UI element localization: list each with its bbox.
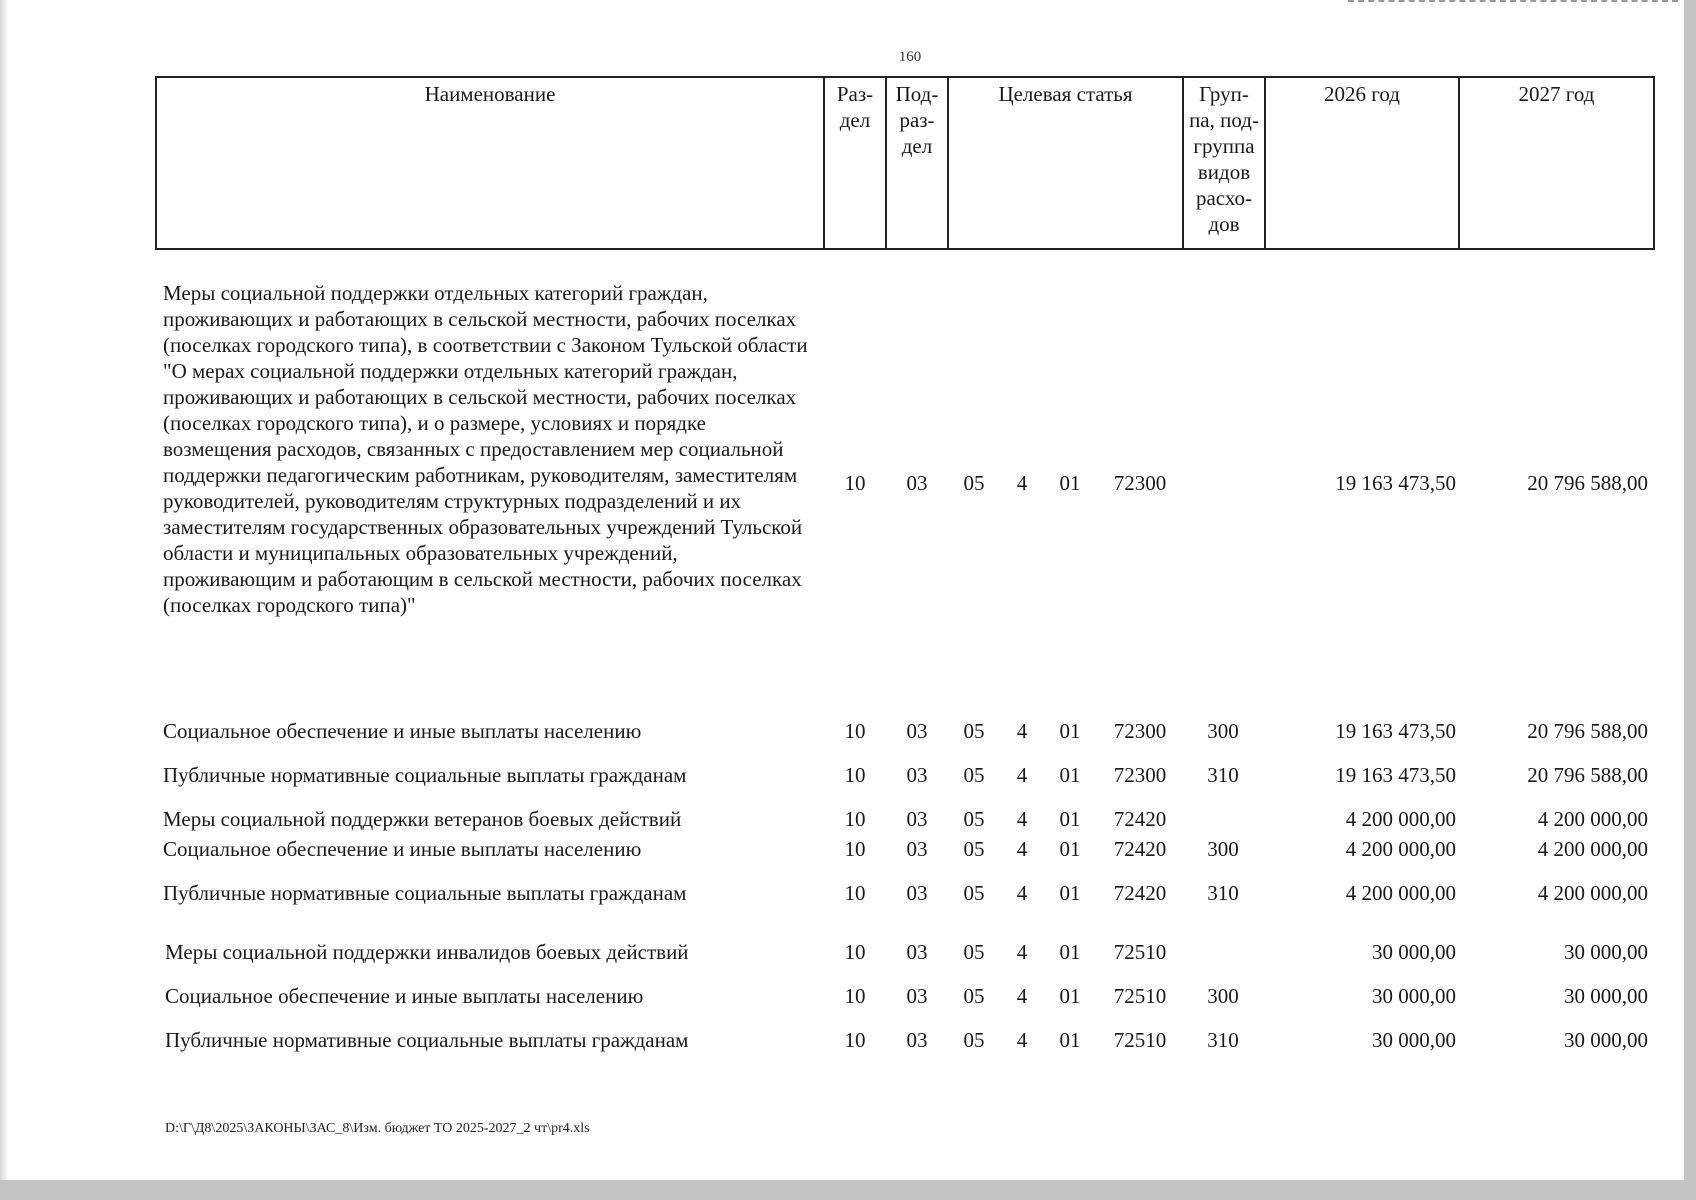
row-target-1: 05 (963, 940, 985, 964)
row-group: 300 (1207, 719, 1239, 743)
row-razdel: 10 (844, 881, 866, 905)
row-podrazdel: 03 (906, 940, 928, 964)
row-group: 300 (1207, 984, 1239, 1008)
row-target-2: 4 (1016, 763, 1028, 787)
row-target-4: 72510 (1113, 984, 1167, 1008)
row-podrazdel: 03 (906, 1028, 928, 1052)
row-2027: 4 200 000,00 (1537, 837, 1648, 861)
row-2026: 19 163 473,50 (1335, 763, 1456, 787)
row-target-3: 01 (1059, 719, 1081, 743)
row-group: 310 (1207, 763, 1239, 787)
row-target-1: 05 (963, 719, 985, 743)
header-name: Наименование (156, 77, 824, 249)
header-2027: 2027 год (1459, 77, 1654, 249)
row-razdel: 10 (844, 984, 866, 1008)
row-target-2: 4 (1016, 984, 1028, 1008)
table-header (155, 76, 1655, 250)
row-target-4: 72300 (1113, 719, 1167, 743)
scan-marks (1348, 0, 1678, 5)
row-name: Меры социальной поддержки отдельных категорий граждан, проживающих и работающих в сельской местности, рабочих поселках (поселках городского типа), в соответствии с Законом Тульской области "О мерах социальной поддержки отдельных категорий граждан, проживающих и работающих в сельской местности, рабочих поселках (поселках городского типа), и о размере, условиях и порядке возмещения расходов, связанных с предоставлением мер социальной поддержки педагогическим работникам, руководителям, заместителям руководителей, руководителям структурных подразделений и их заместителям государственных образовательных учреждений Тульской области и муниципальных образовательных учреждений, проживающим и работающим в сельской местности, рабочих поселках (поселках городского типа)" (163, 281, 808, 617)
row-name: Социальное обеспечение и иные выплаты населению (163, 719, 642, 743)
row-target-3: 01 (1059, 984, 1081, 1008)
row-2027: 20 796 588,00 (1527, 719, 1648, 743)
row-2027: 4 200 000,00 (1537, 881, 1648, 905)
header-target: Целевая статья (948, 77, 1183, 249)
row-target-2: 4 (1016, 881, 1028, 905)
row-2026: 4 200 000,00 (1345, 881, 1456, 905)
row-group: 310 (1207, 881, 1239, 905)
row-target-1: 05 (963, 1028, 985, 1052)
row-name: Социальное обеспечение и иные выплаты населению (163, 837, 642, 861)
row-target-3: 01 (1059, 471, 1081, 495)
row-name: Публичные нормативные социальные выплаты гражданам (163, 763, 687, 787)
row-2027: 20 796 588,00 (1527, 471, 1648, 495)
row-group: 310 (1207, 1028, 1239, 1052)
row-target-4: 72510 (1113, 940, 1167, 964)
row-2026: 30 000,00 (1372, 984, 1456, 1008)
row-target-1: 05 (963, 763, 985, 787)
row-name: Публичные нормативные социальные выплаты гражданам (163, 881, 687, 905)
row-target-1: 05 (963, 984, 985, 1008)
page-number: 160 (898, 49, 922, 65)
row-target-1: 05 (963, 837, 985, 861)
row-2027: 4 200 000,00 (1537, 807, 1648, 831)
row-target-1: 05 (963, 881, 985, 905)
row-2027: 30 000,00 (1564, 1028, 1648, 1052)
row-razdel: 10 (844, 471, 866, 495)
row-target-3: 01 (1059, 1028, 1081, 1052)
row-razdel: 10 (844, 719, 866, 743)
row-target-4: 72300 (1113, 763, 1167, 787)
row-target-1: 05 (963, 471, 985, 495)
row-razdel: 10 (844, 940, 866, 964)
row-podrazdel: 03 (906, 807, 928, 831)
row-2026: 4 200 000,00 (1345, 837, 1456, 861)
row-razdel: 10 (844, 1028, 866, 1052)
header-podrazdel: Под- раз- дел (886, 77, 948, 249)
row-razdel: 10 (844, 837, 866, 861)
row-target-4: 72420 (1113, 881, 1167, 905)
row-razdel: 10 (844, 763, 866, 787)
row-target-3: 01 (1059, 940, 1081, 964)
row-2027: 30 000,00 (1564, 984, 1648, 1008)
row-target-2: 4 (1016, 719, 1028, 743)
row-target-4: 72300 (1113, 471, 1167, 495)
row-2026: 4 200 000,00 (1345, 807, 1456, 831)
row-target-2: 4 (1016, 471, 1028, 495)
row-2027: 20 796 588,00 (1527, 763, 1648, 787)
row-2027: 30 000,00 (1564, 940, 1648, 964)
row-podrazdel: 03 (906, 471, 928, 495)
row-target-3: 01 (1059, 807, 1081, 831)
header-razdel: Раз- дел (824, 77, 886, 249)
row-target-2: 4 (1016, 1028, 1028, 1052)
row-target-3: 01 (1059, 763, 1081, 787)
row-target-4: 72420 (1113, 837, 1167, 861)
row-podrazdel: 03 (906, 837, 928, 861)
row-target-3: 01 (1059, 881, 1081, 905)
row-target-3: 01 (1059, 837, 1081, 861)
row-target-2: 4 (1016, 940, 1028, 964)
row-target-2: 4 (1016, 837, 1028, 861)
row-name: Меры социальной поддержки инвалидов боевых действий (165, 940, 689, 964)
row-podrazdel: 03 (906, 881, 928, 905)
row-target-1: 05 (963, 807, 985, 831)
file-path-footer: D:\Г\Д8\2025\ЗАКОНЫ\ЗАС_8\Изм. бюджет ТО 2025-2027_2 чт\pr4.xls (165, 1121, 590, 1136)
scan-shadow (0, 0, 8, 1180)
row-2026: 30 000,00 (1372, 940, 1456, 964)
row-target-4: 72510 (1113, 1028, 1167, 1052)
header-group: Груп- па, под- группа видов расхо- дов (1183, 77, 1265, 249)
row-name: Меры социальной поддержки ветеранов боевых действий (163, 807, 682, 831)
row-2026: 19 163 473,50 (1335, 471, 1456, 495)
row-name: Публичные нормативные социальные выплаты гражданам (165, 1028, 689, 1052)
row-target-2: 4 (1016, 807, 1028, 831)
row-podrazdel: 03 (906, 719, 928, 743)
row-2026: 30 000,00 (1372, 1028, 1456, 1052)
row-podrazdel: 03 (906, 763, 928, 787)
header-2026: 2026 год (1265, 77, 1459, 249)
row-podrazdel: 03 (906, 984, 928, 1008)
row-razdel: 10 (844, 807, 866, 831)
row-target-4: 72420 (1113, 807, 1167, 831)
row-name: Социальное обеспечение и иные выплаты населению (165, 984, 644, 1008)
row-2026: 19 163 473,50 (1335, 719, 1456, 743)
row-group: 300 (1207, 837, 1239, 861)
